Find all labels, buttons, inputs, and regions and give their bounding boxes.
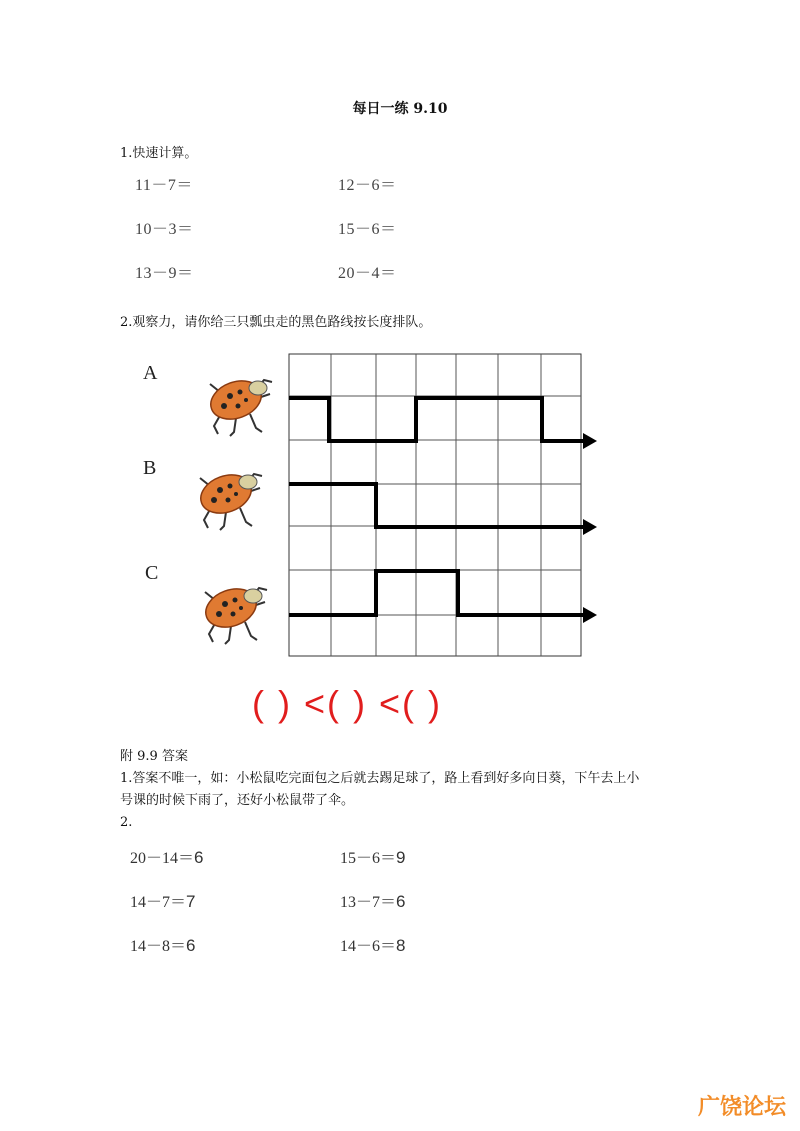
- arrow-a-icon: [583, 433, 597, 449]
- answer-item: 14－7＝7: [130, 892, 196, 911]
- route-a: [289, 398, 585, 441]
- page-title: 每日一练 9.10: [352, 101, 448, 117]
- ladybug-b-icon: [190, 456, 270, 534]
- answer-item: 14－6＝8: [340, 936, 406, 955]
- bug-label-c: C: [145, 562, 159, 584]
- calc-item: 12－6＝: [338, 177, 397, 194]
- site-logo: 广饶论坛: [697, 1094, 786, 1119]
- bug-label-a: A: [143, 362, 158, 384]
- answer-item: 14－8＝6: [130, 936, 196, 955]
- arrow-b-icon: [583, 519, 597, 535]
- answer-1-line-2: 号课的时候下雨了，还好小松鼠带了伞。: [120, 793, 355, 808]
- answer-1-line-1: 1.答案不唯一，如：小松鼠吃完面包之后就去踢足球了，路上看到好多向日葵，下午去上小: [120, 771, 640, 786]
- answer-item: 15－6＝9: [340, 848, 406, 867]
- question-2-label: 2.观察力，请你给三只瓢虫走的黑色路线按长度排队。: [120, 315, 432, 330]
- calc-item: 11－7＝: [135, 177, 193, 194]
- answer-item: 13－7＝6: [340, 892, 406, 911]
- answer-2-label: 2.: [120, 815, 133, 830]
- calc-item: 13－9＝: [135, 265, 194, 282]
- ladybug-a-icon: [200, 362, 280, 440]
- ranking-blanks: ( ) <( ) <( ): [252, 683, 442, 724]
- ladybug-c-icon: [195, 570, 275, 648]
- arrow-c-icon: [583, 607, 597, 623]
- question-1-label: 1.快速计算。: [120, 146, 198, 161]
- answer-item: 20－14＝6: [130, 848, 204, 867]
- answers-heading: 附 9.9 答案: [120, 749, 188, 764]
- calc-item: 15－6＝: [338, 221, 397, 238]
- calc-item: 20－4＝: [338, 265, 397, 282]
- bug-label-b: B: [143, 457, 157, 479]
- calc-item: 10－3＝: [135, 221, 194, 238]
- route-grid: [285, 350, 605, 660]
